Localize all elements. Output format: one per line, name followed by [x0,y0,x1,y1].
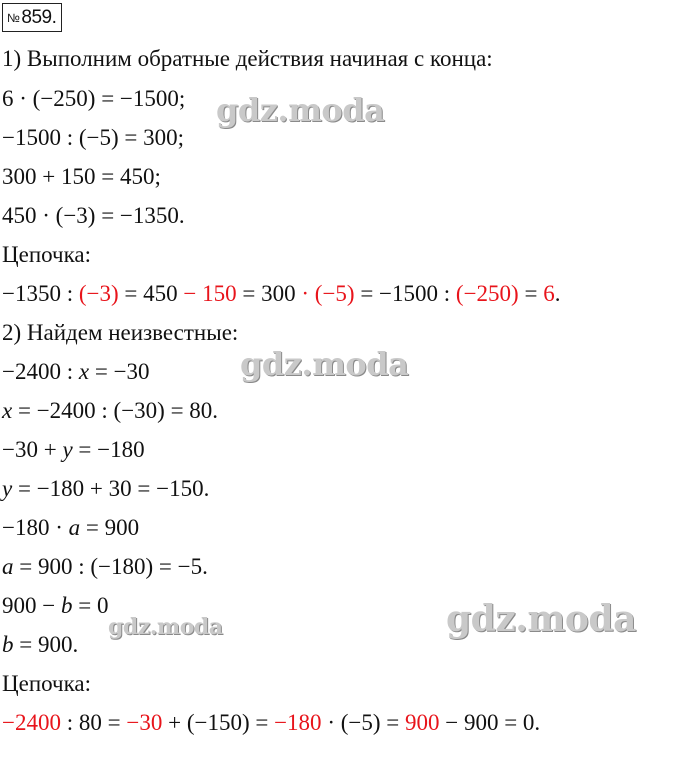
equation-text: = 900. [13,632,79,657]
highlighted-term: − 150 [183,281,237,306]
chain-text: + (−150) = [162,710,275,735]
part2-heading: 2) Найдем неизвестные: [2,320,239,345]
part2-chain-label: Цепочка: [2,671,92,696]
variable: y [62,437,73,462]
variable: b [60,593,73,618]
chain-text: −1350 : [2,281,79,306]
highlighted-term: (−250) [455,281,519,306]
part2-line-5 [2,514,139,542]
variable: x [78,359,90,384]
part1-line-3: 300 + 150 = 450; [2,164,161,189]
watermark: gdz.moda [216,91,385,129]
part2-line-8 [2,631,78,659]
part1-line-2: −1500 : (−5) = 300; [2,125,185,150]
number-sign: № [7,11,20,25]
watermark: gdz.moda [446,598,636,640]
chain-text: = 300 [236,281,302,306]
equation-text: 900 − [2,593,61,618]
highlighted-term: −30 [126,710,163,735]
variable: a [68,515,81,540]
highlighted-term: −2400 [2,710,61,735]
equation-text: −30 + [2,437,63,462]
part2-line-1 [2,358,150,386]
watermark: gdz.moda [108,614,223,640]
highlighted-term: (−3) [78,281,119,306]
equation-text: = 0 [72,593,109,618]
chain-text: . [554,281,561,306]
variable: x [2,398,13,423]
equation-text: = −180 + 30 = −150. [12,476,210,501]
equation-text: −2400 : [2,359,79,384]
highlighted-term: 6 [543,281,555,306]
problem-number-badge [2,3,62,32]
part1-chain [2,280,560,308]
equation-text: = −2400 : (−30) = 80. [12,398,219,423]
variable: b [2,632,14,657]
part1-line-4: 450 · (−3) = −1350. [2,203,185,228]
watermark: gdz.moda [240,345,409,383]
part2-line-3 [2,436,145,464]
highlighted-term: · (−5) [301,281,355,306]
part1-heading: 1) Выполним обратные действия начиная с конца: [2,46,493,71]
chain-text: = [518,281,544,306]
chain-text: : 80 = [60,710,127,735]
part2-line-7 [2,592,108,620]
equation-text: −180 · [2,515,69,540]
equation-text: = 900 : (−180) = −5. [13,554,208,579]
variable: y [2,476,13,501]
part2-line-4 [2,475,209,503]
highlighted-term: 900 [404,710,440,735]
part1-line-1: 6 · (−250) = −1500; [2,86,186,111]
part2-chain [2,709,540,737]
equation-text: = 900 [80,515,140,540]
highlighted-term: −180 [274,710,322,735]
chain-text: · (−5) = [321,710,405,735]
chain-text: = −1500 : [354,281,456,306]
problem-number: 859. [21,7,57,28]
variable: a [2,554,14,579]
equation-text: = −30 [89,359,150,384]
part2-line-2 [2,397,218,425]
part1-chain-label: Цепочка: [2,242,92,267]
equation-text: = −180 [72,437,145,462]
chain-text: − 900 = 0. [439,710,541,735]
part2-line-6 [2,553,208,581]
chain-text: = 450 [118,281,184,306]
